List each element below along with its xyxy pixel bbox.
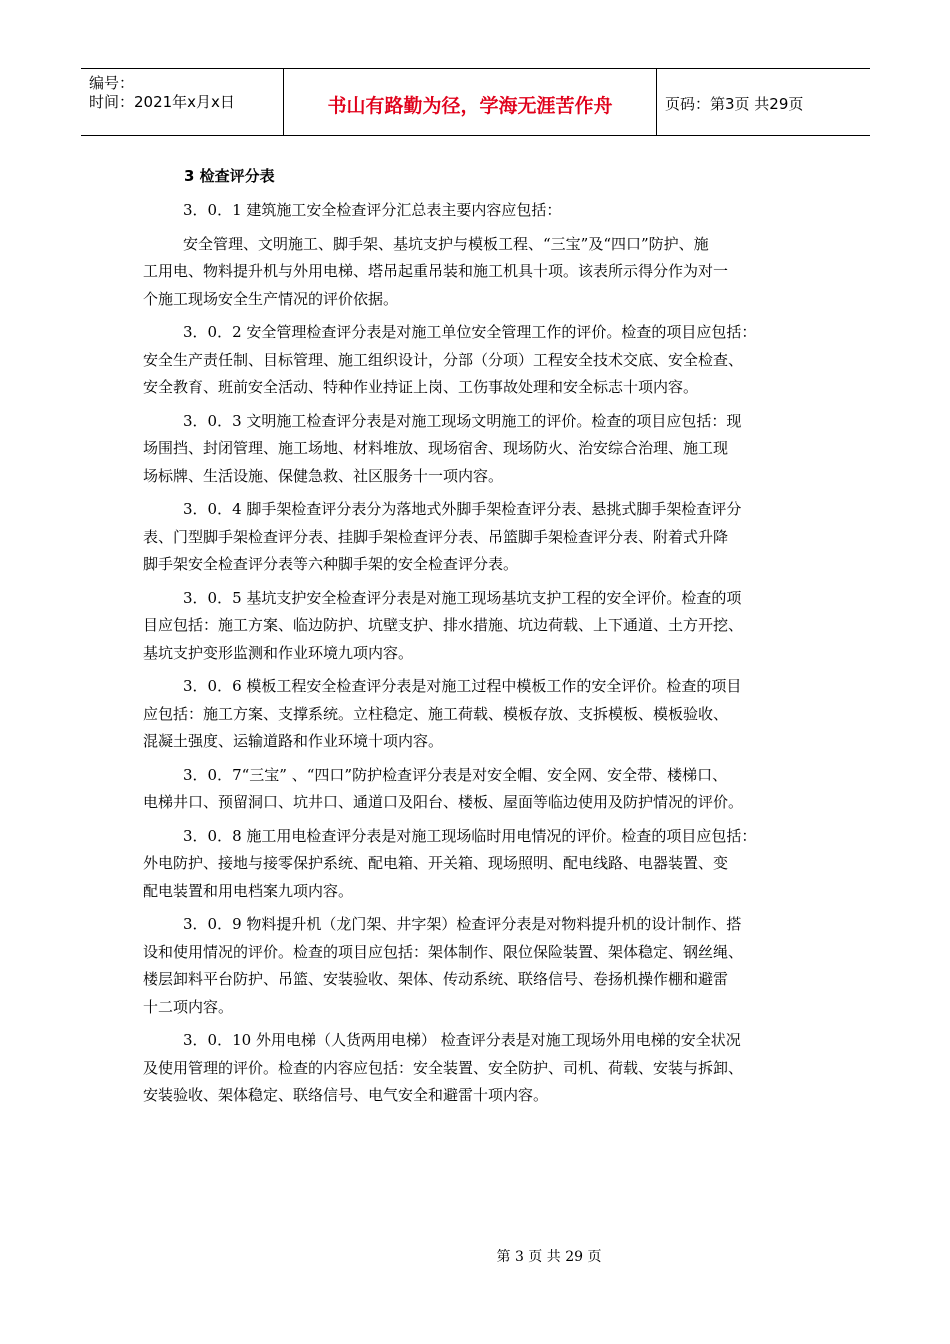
- paragraph-line: 电梯井口、预留洞口、坑井口、通道口及阳台、楼板、屋面等临边使用及防护情况的评价。: [143, 793, 744, 811]
- paragraph-line: 楼层卸料平台防护、吊篮、安装验收、架体、传动系统、联络信号、卷扬机操作棚和避雷: [143, 970, 729, 988]
- paragraph-line: 工用电、物料提升机与外用电梯、塔吊起重吊装和施工机具十项。该表所示得分作为对一: [143, 262, 729, 280]
- paragraph-line: 及使用管理的评价。检查的内容应包括：安全装置、安全防护、司机、荷载、安装与拆卸、: [143, 1058, 744, 1077]
- paragraph-line: 混凝土强度、运输道路和作业环境十项内容。: [143, 732, 444, 750]
- paragraph-line: 3．0．10 外用电梯（人货两用电梯） 检查评分表是对施工现场外用电梯的安全状况: [183, 1031, 741, 1049]
- paragraph-line: 基坑支护变形监测和作业环境九项内容。: [143, 643, 414, 662]
- document-body: [143, 163, 818, 1116]
- paragraph: [143, 823, 818, 906]
- paragraph-line: 3．0．8 施工用电检查评分表是对施工现场临时用电情况的评价。检查的项目应包括：: [183, 826, 757, 845]
- document-date-label: 时间：2021年x月x日: [89, 93, 235, 111]
- paragraph-line: 场围挡、封闭管理、施工场地、材料堆放、现场宿舍、现场防火、治安综合治理、施工现: [143, 439, 729, 457]
- paragraph: [143, 319, 818, 402]
- paragraph-line: 安全教育、班前安全活动、特种作业持证上岗、工伤事故处理和安全标志十项内容。: [143, 378, 699, 396]
- page-header: [81, 68, 870, 136]
- paragraph-line: 个施工现场安全生产情况的评价依据。: [143, 289, 399, 308]
- paragraph: [143, 585, 818, 668]
- paragraph-line: 3．0．6 模板工程安全检查评分表是对施工过程中模板工作的安全评价。检查的项目: [183, 677, 742, 695]
- page-footer: 第 3 页 共 29 页: [496, 1249, 602, 1265]
- paragraph: [143, 762, 818, 817]
- paragraph-list: [143, 197, 818, 1110]
- section-title: 3 检查评分表: [184, 167, 275, 185]
- paragraph-line: 表、门型脚手架检查评分表、挂脚手架检查评分表、吊篮脚手架检查评分表、附着式升降: [143, 527, 729, 546]
- paragraph: [143, 496, 818, 579]
- paragraph-line: 应包括：施工方案、支撑系统。立柱稳定、施工荷载、模板存放、支拆模板、模板验收、: [143, 704, 729, 723]
- paragraph-line: 外电防护、接地与接零保护系统、配电箱、开关箱、现场照明、配电线路、电器装置、变: [143, 854, 729, 872]
- paragraph-line: 3．0．7“三宝” 、“四口”防护检查评分表是对安全帽、安全网、安全带、楼梯口、: [183, 765, 728, 784]
- paragraph-line: 配电装置和用电档案九项内容。: [143, 881, 354, 900]
- paragraph: [143, 1027, 818, 1110]
- paragraph: [143, 197, 818, 225]
- paragraph-line: 安全管理、文明施工、脚手架、基坑支护与模板工程、“三宝”及“四口”防护、施: [183, 234, 709, 253]
- paragraph-line: 3．0．5 基坑支护安全检查评分表是对施工现场基坑支护工程的安全评价。检查的项: [183, 588, 742, 607]
- paragraph-line: 3．0．2 安全管理检查评分表是对施工单位安全管理工作的评价。检查的项目应包括：: [183, 323, 757, 341]
- paragraph-line: 目应包括：施工方案、临边防护、坑壁支护、排水措施、坑边荷载、上下通道、土方开挖、: [143, 616, 744, 634]
- paragraph: [143, 911, 818, 1021]
- header-motto: 书山有路勤为径，学海无涯苦作舟: [283, 69, 657, 135]
- paragraph-line: 3．0．9 物料提升机（龙门架、井字架）检查评分表是对物料提升机的设计制作、搭: [183, 915, 742, 933]
- paragraph-line: 安装验收、架体稳定、联络信号、电气安全和避雷十项内容。: [143, 1086, 549, 1104]
- paragraph-line: 3．0．4 脚手架检查评分表分为落地式外脚手架检查评分表、悬挑式脚手架检查评分: [183, 500, 742, 518]
- document-number-label: 编号：: [89, 74, 135, 92]
- paragraph-line: 安全生产责任制、目标管理、施工组织设计，分部（分项）工程安全技术交底、安全检查、: [143, 350, 744, 369]
- paragraph: [143, 673, 818, 756]
- paragraph-line: 3．0．3 文明施工检查评分表是对施工现场文明施工的评价。检查的项目应包括：现: [183, 411, 742, 430]
- paragraph-line: 十二项内容。: [143, 997, 234, 1016]
- paragraph-line: 设和使用情况的评价。检查的项目应包括：架体制作、限位保险装置、架体稳定、钢丝绳、: [143, 942, 744, 961]
- header-page-info: 页码：第3页 共29页: [665, 94, 804, 113]
- paragraph-line: 脚手架安全检查评分表等六种脚手架的安全检查评分表。: [143, 555, 519, 573]
- paragraph: [143, 231, 818, 314]
- paragraph: [143, 408, 818, 491]
- paragraph-line: 3．0．1 建筑施工安全检查评分汇总表主要内容应包括：: [183, 201, 562, 219]
- header-left-cell: [81, 69, 283, 135]
- paragraph-line: 场标牌、生活设施、保健急救、社区服务十一项内容。: [143, 466, 504, 485]
